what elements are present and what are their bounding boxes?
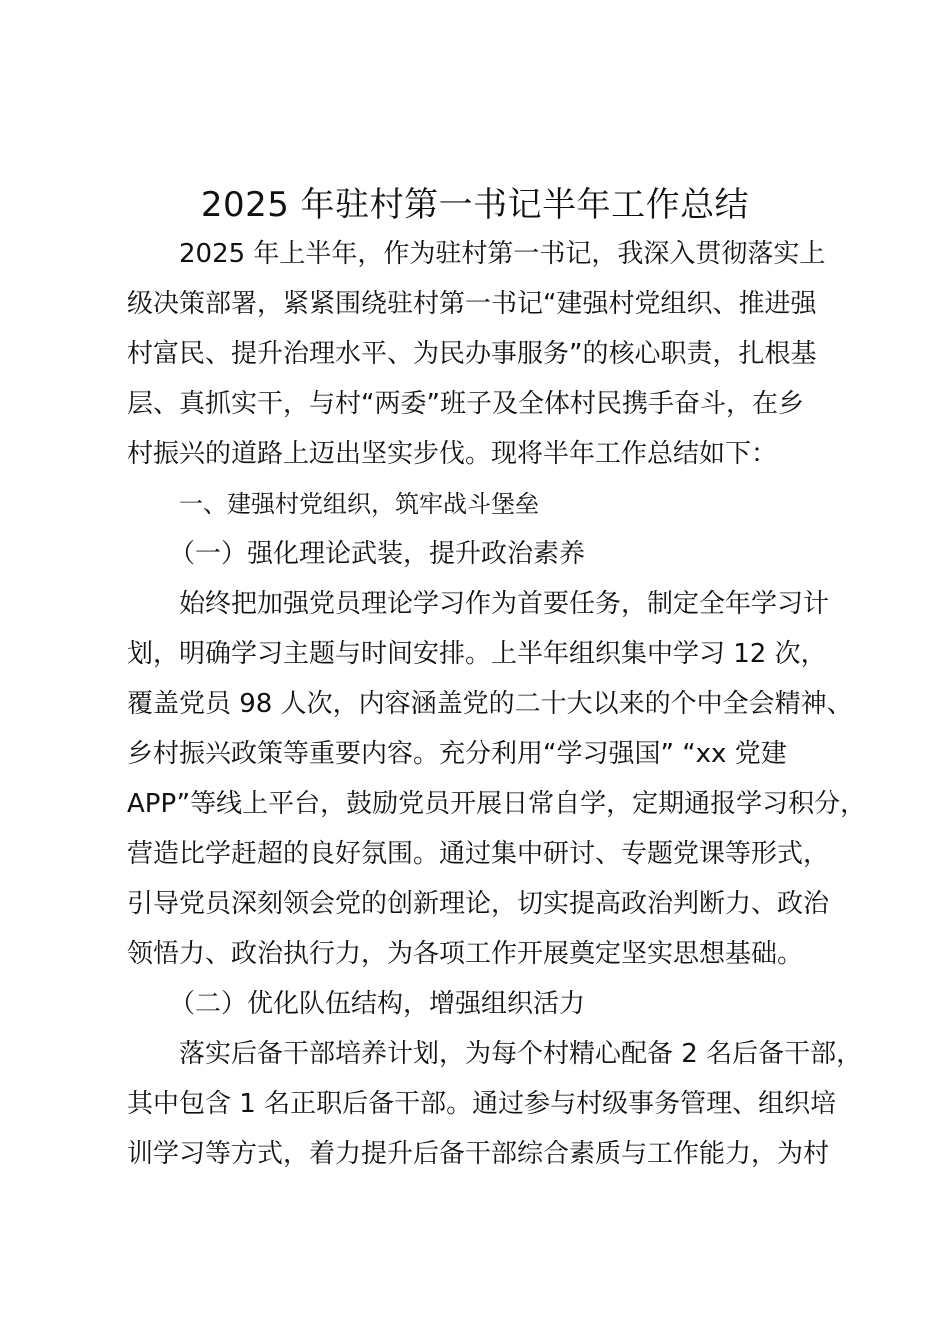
paragraph-line: 覆盖党员 98 人次，内容涵盖党的二十大以来的个中全会精神、	[127, 689, 853, 719]
paragraph-line: 其中包含 1 名正职后备干部。通过参与村级事务管理、组织培	[127, 1089, 837, 1119]
paragraph-line: 乡村振兴政策等重要内容。充分利用“学习强国” “xx 党建	[127, 739, 787, 769]
paragraph-line: 落实后备干部培养计划，为每个村精心配备 2 名后备干部，	[179, 1039, 863, 1069]
subsection-heading: （一）强化理论武装，提升政治素养	[169, 539, 586, 569]
paragraph-line: 村振兴的道路上迈出坚实步伐。现将半年工作总结如下：	[127, 439, 778, 469]
section-heading: 一、建强村党组织，筑牢战斗堡垒	[179, 490, 539, 518]
paragraph-line: 营造比学赶超的良好氛围。通过集中研讨、专题党课等形式，	[127, 839, 830, 869]
subsection-heading: （二）优化队伍结构，增强组织活力	[169, 989, 586, 1019]
paragraph-line: 训学习等方式，着力提升后备干部综合素质与工作能力，为村	[127, 1139, 830, 1169]
paragraph-line: 2025 年上半年，作为驻村第一书记，我深入贯彻落实上	[179, 239, 826, 269]
paragraph-line: 村富民、提升治理水平、为民办事服务”的核心职责，扎根基	[127, 339, 817, 369]
paragraph-line: 始终把加强党员理论学习作为首要任务，制定全年学习计	[179, 589, 830, 619]
document-title: 2025 年驻村第一书记半年工作总结	[200, 185, 750, 225]
paragraph-line: 领悟力、政治执行力，为各项工作开展奠定坚实思想基础。	[127, 939, 804, 969]
paragraph-line: APP”等线上平台，鼓励党员开展日常自学，定期通报学习积分，	[127, 789, 867, 819]
paragraph-line: 层、真抓实干，与村“两委”班子及全体村民携手奋斗，在乡	[127, 389, 804, 419]
paragraph-line: 引导党员深刻领会党的创新理论，切实提高政治判断力、政治	[127, 889, 830, 919]
paragraph-line: 划，明确学习主题与时间安排。上半年组织集中学习 12 次，	[127, 639, 827, 669]
document-body	[127, 229, 867, 1179]
paragraph-line: 级决策部署，紧紧围绕驻村第一书记“建强村党组织、推进强	[127, 289, 817, 319]
